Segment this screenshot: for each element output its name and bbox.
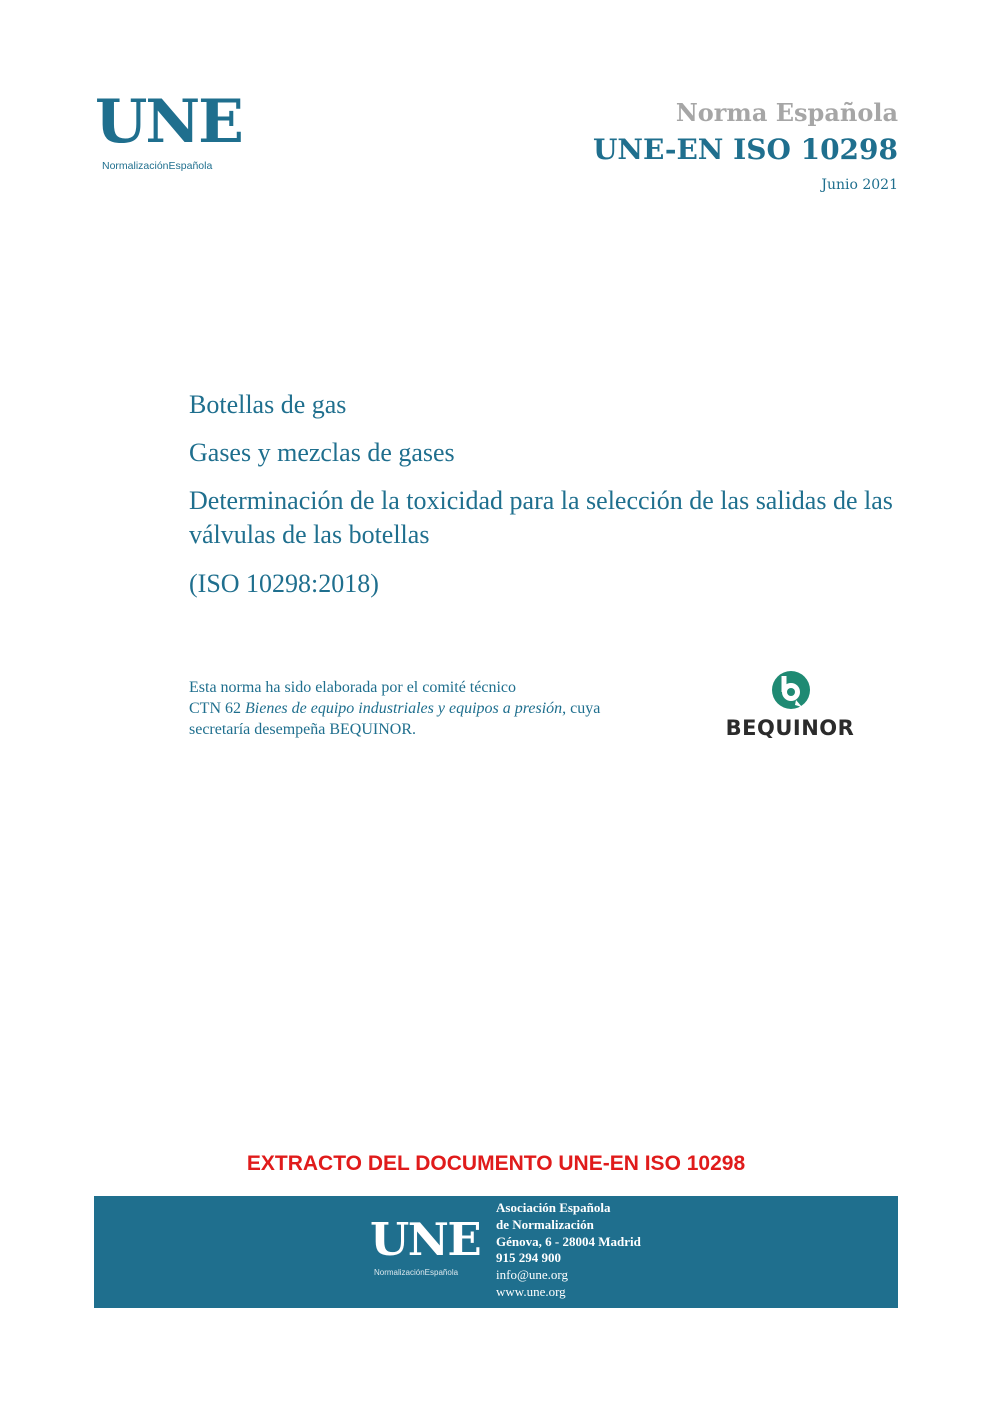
committee-outro: , cuya secretaría desempeña BEQUINOR. [189, 700, 601, 738]
norma-label: Norma Española [675, 98, 898, 127]
title-line-1: Botellas de gas [189, 390, 347, 419]
title-line-2: Gases y mezclas de gases [189, 438, 455, 467]
une-logo-text: UNE [95, 87, 242, 157]
footer-org-line-2: de Normalización [496, 1216, 594, 1232]
publication-date: Junio 2021 [821, 177, 898, 193]
title-line-3: Determinación de la toxicidad para la selección de las salidas de las válvulas de las botellas [189, 486, 893, 549]
bequinor-name: BEQUINOR [725, 716, 855, 740]
committee-intro: Esta norma ha sido elaborada por el comité técnico [189, 679, 516, 696]
committee-ctn-name: Bienes de equipo industriales y equipos a presión [245, 700, 563, 717]
footer-phone: 915 294 900 [496, 1250, 561, 1266]
footer-web[interactable]: www.une.org [496, 1283, 566, 1299]
extract-notice: EXTRACTO DEL DOCUMENTO UNE-EN ISO 10298 [246, 1152, 746, 1175]
committee-ctn: CTN 62 [189, 700, 241, 717]
footer-address: Génova, 6 - 28004 Madrid [496, 1233, 641, 1249]
footer-email[interactable]: info@une.org [496, 1267, 569, 1283]
title-line-4: (ISO 10298:2018) [189, 569, 379, 598]
bequinor-logo [715, 668, 870, 748]
footer-une-logo [370, 1213, 490, 1277]
footer-org-line-1: Asociación Española [496, 1200, 611, 1215]
footer-band [94, 1196, 898, 1308]
footer-logo-subtitle: NormalizaciónEspañola [374, 1268, 459, 1277]
committee-note [189, 677, 659, 740]
une-logo-subtitle: NormalizaciónEspañola [102, 160, 213, 172]
footer-logo-text: UNE [370, 1213, 481, 1266]
footer-contact [496, 1200, 641, 1301]
standard-code: UNE-EN ISO 10298 [592, 133, 898, 166]
bequinor-mark-icon [771, 670, 811, 710]
une-logo [95, 87, 245, 182]
